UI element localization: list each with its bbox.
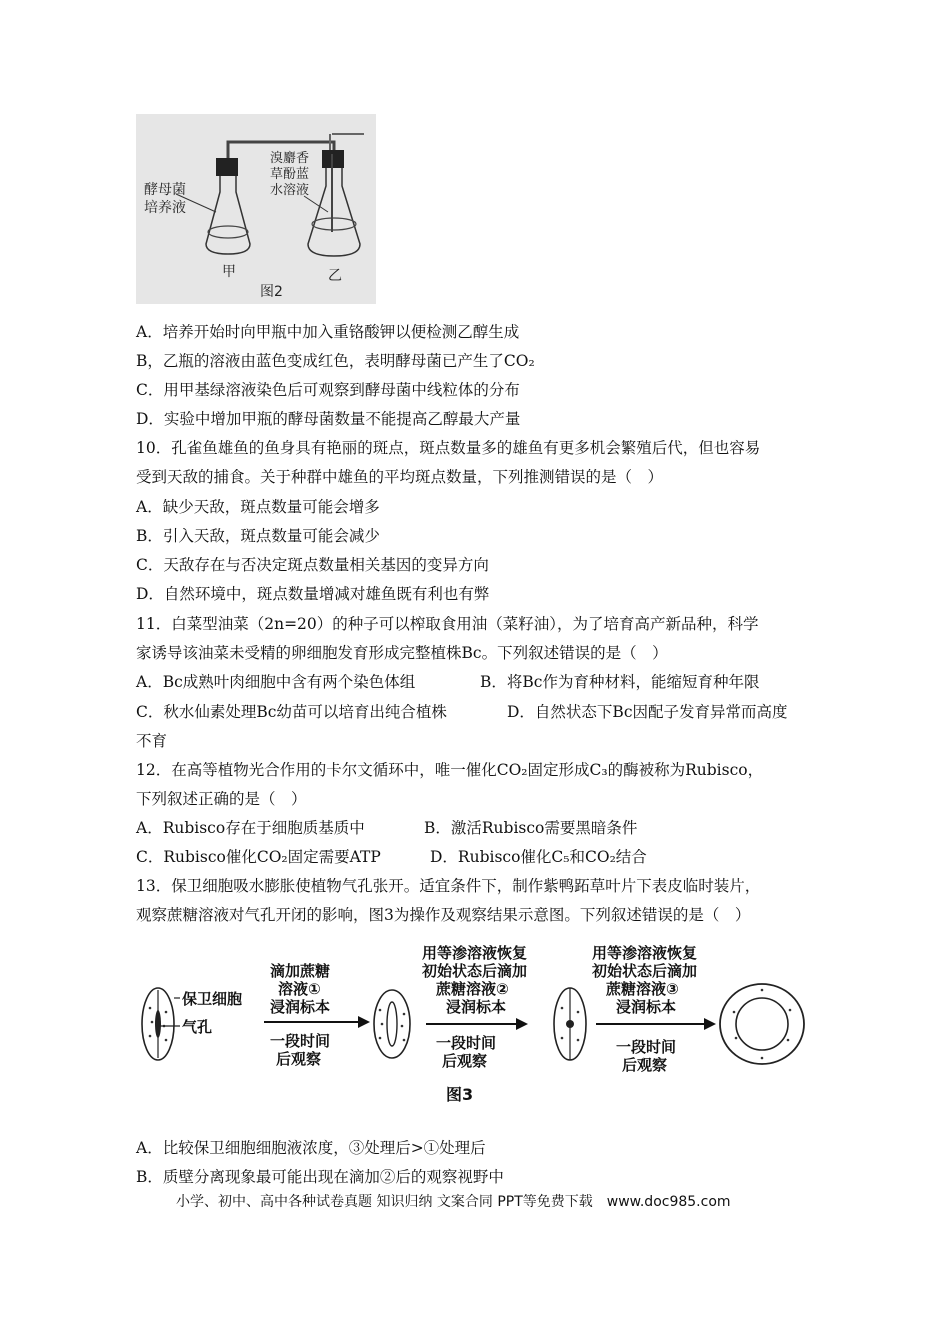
label-indicator-line1: 溴麝香 (270, 151, 310, 166)
q12-stem-line2: 下列叙述正确的是（ ） (136, 790, 307, 808)
stoma-after-solution-1 (374, 990, 410, 1058)
stoma-after-solution-3 (720, 984, 804, 1064)
q10-option-a: A．缺少天敌，斑点数量可能会增多 (136, 498, 380, 516)
figure-3-drawing (136, 928, 812, 1112)
figure-3 (136, 928, 812, 1112)
step2-top-line4: 浸润标本 (446, 998, 507, 1016)
q13-stem-line2: 观察蔗糖溶液对气孔开闭的影响，图3为操作及观察结果示意图。下列叙述错误的是（ ） (136, 906, 751, 924)
q9-option-b: B，乙瓶的溶液由蓝色变成红色，表明酵母菌已产生了CO₂ (136, 352, 535, 370)
step1-bottom-line2: 后观察 (276, 1050, 322, 1068)
stopper-jia (216, 158, 238, 176)
figure-2-caption: 图2 (260, 284, 283, 300)
figure-3-caption: 图3 (446, 1085, 474, 1104)
q10-option-b: B．引入天敌，斑点数量可能会减少 (136, 527, 380, 545)
q11-option-d: D．自然状态下Bc因配子发育异常而高度 (507, 703, 788, 721)
label-indicator-line2: 草酚蓝 (270, 167, 310, 182)
q12-option-c: C．Rubisco催化CO₂固定需要ATP (136, 848, 381, 866)
label-indicator-line3: 水溶液 (270, 183, 310, 198)
q11-option-d-cont: 不育 (136, 732, 168, 750)
step1-top-line3: 浸润标本 (270, 998, 331, 1016)
q11-option-a: A．Bc成熟叶肉细胞中含有两个染色体组 (136, 673, 416, 691)
stoma-initial (142, 988, 174, 1060)
q13-option-a: A．比较保卫细胞细胞液浓度，③处理后>①处理后 (136, 1139, 486, 1157)
stoma-after-solution-2 (554, 988, 586, 1060)
q12-stem-line1: 12．在高等植物光合作用的卡尔文循环中，唯一催化CO₂固定形成C₃的酶被称为Rubisco， (136, 761, 764, 779)
label-yi: 乙 (328, 268, 342, 284)
label-culture-line1: 酵母菌 (144, 182, 186, 198)
step2-top-line1: 用等渗溶液恢复 (422, 944, 528, 962)
page-footer[interactable]: 小学、初中、高中各种试卷真题 知识归纳 文案合同 PPT等免费下载 www.doc985.com (176, 1194, 731, 1210)
q10-stem-line1: 10．孔雀鱼雄鱼的鱼身具有艳丽的斑点，斑点数量多的雄鱼有更多机会繁殖后代，但也容易 (136, 439, 761, 457)
q12-option-b: B．激活Rubisco需要黑暗条件 (424, 819, 638, 837)
flask-yi (308, 168, 360, 256)
culture-liquid-level (208, 226, 248, 238)
q9-option-c: C．用甲基绿溶液染色后可观察到酵母菌中线粒体的分布 (136, 381, 520, 399)
q13-stem-line1: 13．保卫细胞吸水膨胀使植物气孔张开。适宜条件下，制作紫鸭跖草叶片下表皮临时装片， (136, 877, 761, 895)
q13-option-b: B．质壁分离现象最可能出现在滴加②后的观察视野中 (136, 1168, 504, 1186)
q12-option-d: D．Rubisco催化C₅和CO₂结合 (430, 848, 647, 866)
step1-bottom-line1: 一段时间 (270, 1032, 331, 1050)
step3-top-line2: 初始状态后滴加 (592, 962, 698, 980)
step2-bottom-line1: 一段时间 (436, 1034, 497, 1052)
q11-option-c: C．秋水仙素处理Bc幼苗可以培育出纯合植株 (136, 703, 447, 721)
q12-option-a: A．Rubisco存在于细胞质基质中 (136, 819, 365, 837)
label-guard-cell: 保卫细胞 (182, 990, 243, 1008)
step3-bottom-line1: 一段时间 (616, 1038, 677, 1056)
q9-option-a: A．培养开始时向甲瓶中加入重铬酸钾以便检测乙醇生成 (136, 323, 520, 341)
step3-top-line3: 蔗糖溶液③ (606, 980, 679, 998)
label-jia: 甲 (222, 264, 236, 280)
step3-bottom-line2: 后观察 (622, 1056, 668, 1074)
step1-top-line2: 溶液① (278, 980, 321, 998)
figure-2 (136, 114, 376, 304)
q10-option-c: C．天敌存在与否决定斑点数量相关基因的变异方向 (136, 556, 489, 574)
step2-top-line2: 初始状态后滴加 (422, 962, 528, 980)
step2-bottom-line2: 后观察 (442, 1052, 488, 1070)
q11-stem-line2: 家诱导该油菜未受精的卵细胞发育形成完整植株Bc。下列叙述错误的是（ ） (136, 644, 668, 662)
q10-stem-line2: 受到天敌的捕食。关于种群中雄鱼的平均斑点数量，下列推测错误的是（ ） (136, 468, 664, 486)
indicator-liquid-level (312, 218, 356, 230)
q11-option-b: B．将Bc作为育种材料，能缩短育种年限 (480, 673, 760, 691)
q11-stem-line1: 11．白菜型油菜（2n=20）的种子可以榨取食用油（菜籽油），为了培育高产新品种，科学 (136, 615, 759, 633)
step2-top-line3: 蔗糖溶液② (436, 980, 509, 998)
figure-2-drawing (136, 114, 376, 304)
label-culture-line2: 培养液 (144, 200, 186, 216)
q9-option-d: D．实验中增加甲瓶的酵母菌数量不能提高乙醇最大产量 (136, 410, 521, 428)
step3-top-line1: 用等渗溶液恢复 (592, 944, 698, 962)
step3-top-line4: 浸润标本 (616, 998, 677, 1016)
step1-top-line1: 滴加蔗糖 (270, 962, 331, 980)
label-stoma: 气孔 (182, 1018, 213, 1036)
q10-option-d: D．自然环境中，斑点数量增减对雄鱼既有利也有弊 (136, 585, 490, 603)
flask-jia (206, 176, 250, 254)
